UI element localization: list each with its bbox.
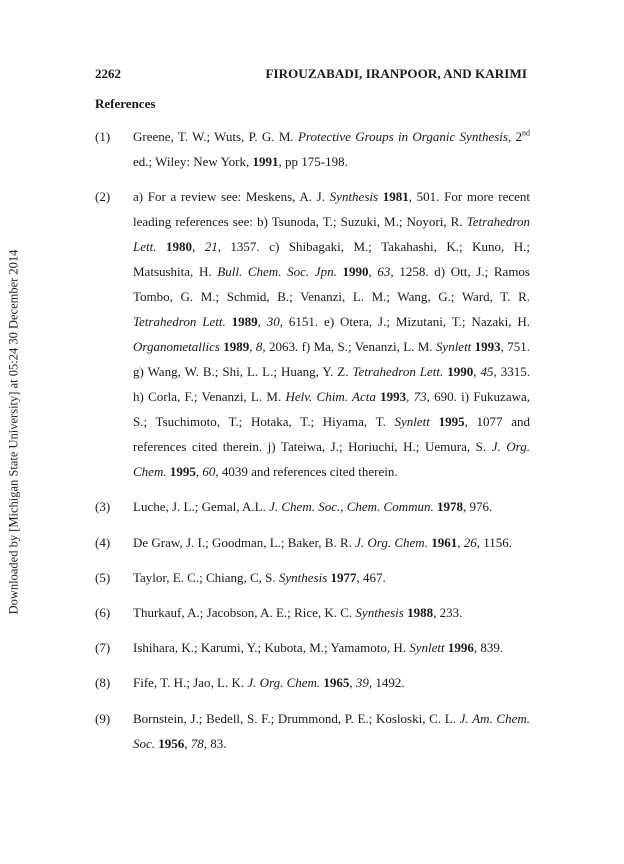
reference-segment: , 1258. d) Ott, J.; Ramos Tombo, G. M.; Schmid, B.; Venanzi, L. M.; Wang, G.; Ward, T. R.: [133, 264, 530, 305]
reference-segment: Ishihara, K.; Karumi, Y.; Kubota, M.; Yamamoto, H.: [133, 640, 410, 656]
reference-year: 1990: [447, 364, 474, 380]
reference-number: (6): [95, 604, 111, 620]
reference-segment: , 976.: [463, 499, 493, 515]
reference-item: [95, 706, 530, 756]
reference-italic-text: Synlett: [435, 339, 472, 355]
reference-italic-text: Synthesis: [329, 189, 379, 205]
reference-segment: , 690. i) Fukuzawa, S.; Tsuchimoto, T.; Hotaka, T.; Hiyama, T.: [133, 389, 531, 430]
reference-segment: , 3315. h) Corla, F.; Venanzi, L. M.: [133, 364, 531, 405]
reference-year: 1989: [223, 339, 250, 355]
reference-italic-text: Synlett: [394, 414, 430, 430]
reference-segment: , 467.: [356, 569, 386, 585]
reference-list: [95, 124, 530, 766]
reference-year: 1996: [447, 640, 474, 656]
reference-year: 1956: [158, 735, 185, 751]
reference-italic-text: Tetrahedron Lett.: [352, 364, 444, 380]
reference-segment: [430, 414, 439, 429]
reference-segment: , 1156.: [476, 534, 512, 550]
reference-year: 1995: [438, 414, 465, 430]
reference-year: 1961: [431, 534, 458, 550]
reference-segment: , pp 175-198.: [278, 154, 348, 169]
reference-italic-text: 73: [413, 389, 427, 405]
reference-italic-text: J. Org. Chem.: [133, 439, 530, 480]
download-watermark: Downloaded by [Michigan State University] at 05:24 30 December 2014: [6, 249, 21, 615]
reference-number: (1): [95, 129, 111, 144]
reference-segment: ,: [349, 675, 356, 691]
reference-italic-text: 60: [202, 464, 216, 480]
reference-text: [133, 124, 530, 174]
reference-year: 1981: [382, 189, 409, 205]
reference-item: [95, 184, 530, 484]
reference-item: [95, 530, 530, 555]
reference-year: 1990: [342, 264, 369, 280]
reference-segment: , 233.: [433, 604, 463, 620]
reference-segment: , 751. g) Wang, W. B.; Shi, L. L.; Huang, Y. Z.: [133, 339, 531, 380]
reference-segment: ,: [184, 735, 191, 751]
reference-segment: , 1357. c) Shibagaki, M.; Takahashi, K.; Kuno, H.; Matsushita, H.: [133, 239, 530, 280]
reference-italic-text: Synthesis: [278, 569, 328, 585]
reference-segment: ,: [191, 239, 205, 255]
reference-segment: , 83.: [203, 735, 227, 751]
reference-segment: ,: [473, 364, 481, 380]
reference-segment: Luche, J. L.; Gemal, A.L.: [133, 499, 270, 515]
reference-segment: ,: [249, 339, 256, 355]
reference-text: [133, 670, 530, 695]
reference-italic-text: Synlett: [409, 640, 445, 656]
reference-segment: , 4039 and references cited therein.: [215, 464, 398, 480]
reference-italic-text: Tetrahedron Lett.: [133, 314, 226, 330]
reference-number: (4): [95, 534, 111, 550]
reference-year: 1965: [323, 675, 350, 691]
reference-number: (2): [95, 189, 111, 205]
reference-number: (9): [95, 710, 111, 726]
section-title: References: [95, 96, 156, 111]
reference-text: [133, 706, 530, 756]
reference-text: [133, 565, 530, 590]
reference-segment: ,: [406, 389, 414, 405]
reference-segment: ,: [195, 464, 203, 480]
reference-segment: ,: [257, 314, 267, 330]
reference-number: (5): [95, 569, 111, 585]
reference-italic-text: Bull. Chem. Soc. Jpn.: [217, 264, 337, 280]
reference-segment: ,: [368, 264, 378, 280]
reference-segment: Fife, T. H.; Jao, L. K.: [133, 675, 248, 691]
reference-year: 1993: [380, 389, 407, 405]
reference-item: [95, 494, 530, 519]
reference-item: [95, 635, 530, 660]
reference-italic-text: 63: [377, 264, 391, 280]
reference-segment: nd: [522, 128, 530, 138]
reference-year: 1980: [165, 239, 192, 255]
reference-italic-text: J. Org. Chem.: [247, 675, 321, 691]
reference-item: [95, 600, 530, 625]
reference-italic-text: Tetrahedron Lett.: [133, 214, 530, 255]
reference-italic-text: 30: [266, 314, 280, 330]
reference-italic-text: 26: [463, 534, 477, 550]
reference-text: [133, 494, 530, 519]
reference-italic-text: Helv. Chim. Acta: [285, 389, 376, 405]
reference-italic-text: J. Org. Chem.: [355, 534, 428, 550]
reference-italic-text: 39: [355, 675, 369, 691]
reference-segment: , 2: [507, 129, 522, 144]
reference-year: 1991: [252, 154, 279, 169]
reference-segment: Taylor, E. C.; Chiang, C, S.: [133, 569, 279, 585]
reference-year: 1995: [169, 464, 196, 480]
reference-item: [95, 124, 530, 174]
reference-italic-text: Organometallics: [133, 339, 220, 355]
reference-number: (8): [95, 675, 111, 691]
reference-segment: , 501. For more recent leading references see: b) Tsunoda, T.; Suzuki, M.; Noyori, R.: [133, 189, 530, 230]
reference-italic-text: Synthesis: [355, 604, 404, 620]
reference-italic-text: 8: [255, 339, 263, 355]
reference-segment: Greene, T. W.; Wuts, P. G. M.: [133, 129, 298, 144]
reference-text: [133, 635, 530, 660]
reference-year: 1988: [407, 604, 434, 620]
reference-year: 1977: [330, 569, 357, 585]
reference-item: [95, 670, 530, 695]
reference-segment: ed.; Wiley: New York,: [133, 154, 253, 169]
reference-segment: , 1492.: [368, 675, 405, 691]
page-number: 2262: [95, 66, 121, 81]
reference-text: [133, 600, 530, 625]
reference-segment: , 6151. e) Otera, J.; Mizutani, T.; Nazaki, H.: [279, 314, 531, 330]
reference-text: [133, 184, 530, 484]
reference-segment: [156, 239, 165, 254]
reference-italic-text: J. Chem. Soc., Chem. Commun.: [269, 499, 434, 515]
reference-text: [133, 530, 530, 555]
reference-segment: , 1077 and references cited therein. j) Tateiwa, J.; Horiuchi, H.; Uemura, S.: [133, 414, 530, 455]
reference-number: (7): [95, 640, 111, 656]
reference-italic-text: J. Am. Chem. Soc.: [133, 710, 530, 751]
reference-segment: a) For a review see: Meskens, A. J.: [133, 189, 330, 205]
reference-italic-text: 21: [204, 239, 218, 255]
reference-segment: , 839.: [473, 640, 504, 656]
reference-segment: Bornstein, J.; Bedell, S. F.; Drummond, P. E.; Kosloski, C. L.: [133, 710, 460, 726]
reference-item: [95, 565, 530, 590]
reference-number: (3): [95, 499, 111, 515]
reference-segment: Thurkauf, A.; Jacobson, A. E.; Rice, K. C.: [133, 604, 356, 620]
reference-year: 1989: [231, 314, 258, 330]
running-header: FIROUZABADI, IRANPOOR, AND KARIMI: [265, 66, 527, 81]
reference-segment: , 2063. f) Ma, S.; Venanzi, L. M.: [262, 339, 436, 355]
reference-year: 1993: [474, 339, 501, 355]
reference-italic-text: 78: [190, 735, 204, 751]
reference-year: 1978: [437, 499, 464, 515]
reference-segment: De Graw, J. I.; Goodman, L.; Baker, B. R.: [133, 534, 356, 550]
reference-italic-text: Protective Groups in Organic Synthesis: [297, 129, 508, 144]
reference-segment: ,: [457, 534, 464, 550]
reference-italic-text: 45: [480, 364, 494, 380]
